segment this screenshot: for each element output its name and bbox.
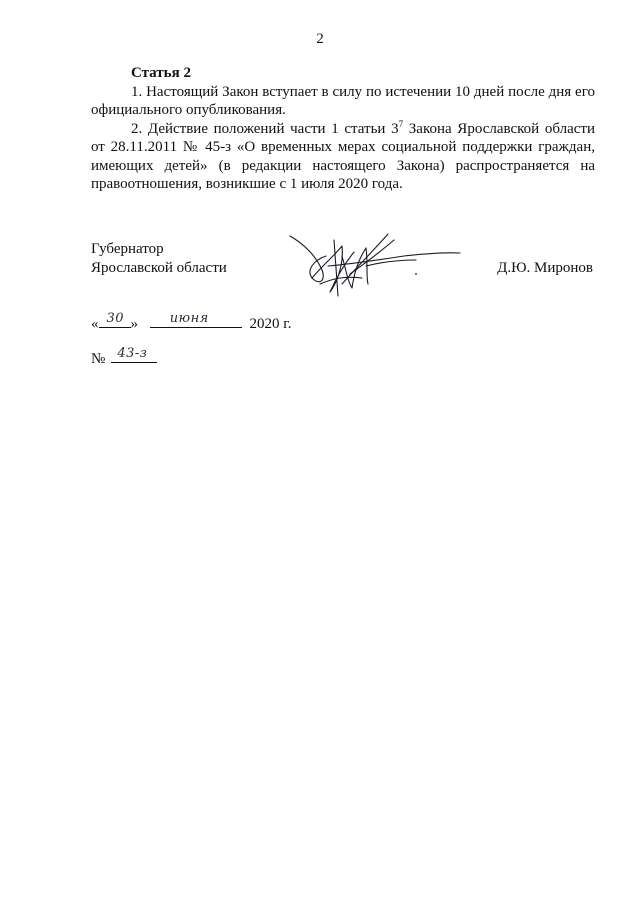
article-2	[91, 64, 595, 194]
date-year: 2020 г.	[249, 316, 292, 332]
paragraph-2-text-start: 2. Действие положений части 1 статьи 3	[131, 120, 399, 137]
article-heading: Статья 2	[131, 65, 191, 81]
date-open-quote: «	[91, 316, 99, 332]
superscript: 7	[398, 118, 404, 129]
page-number: 2	[316, 31, 324, 47]
date-day: 30	[106, 311, 125, 326]
paragraph-2-text-end: Закона Ярославской области от 28.11.2011 № 45-з «О временных мерах социальной поддержки граждан, имеющих детей» (в редакции настоящего Закона) распространяется на правоотношения, возникшие с 1 июля 2020 года.	[91, 120, 595, 192]
date-day-field	[99, 311, 131, 328]
governor-title	[91, 240, 227, 277]
document-number: 43-з	[117, 346, 148, 361]
handwritten-signature	[282, 226, 464, 302]
governor-title-line-1: Губернатор	[91, 241, 164, 257]
date-line	[91, 311, 291, 334]
paragraph-1: 1. Настоящий Закон вступает в силу по истечении 10 дней после дня его официального опубликования.	[91, 83, 595, 118]
date-month: июня	[169, 311, 209, 326]
governor-title-line-2: Ярославской области	[91, 259, 227, 276]
number-sign: №	[91, 351, 106, 367]
paragraph-2	[91, 120, 595, 194]
date-close-quote: »	[130, 316, 138, 332]
document-number-line	[91, 346, 157, 369]
date-month-field	[150, 311, 242, 328]
document-number-field	[111, 346, 157, 363]
signer-name: Д.Ю. Миронов	[497, 260, 593, 276]
